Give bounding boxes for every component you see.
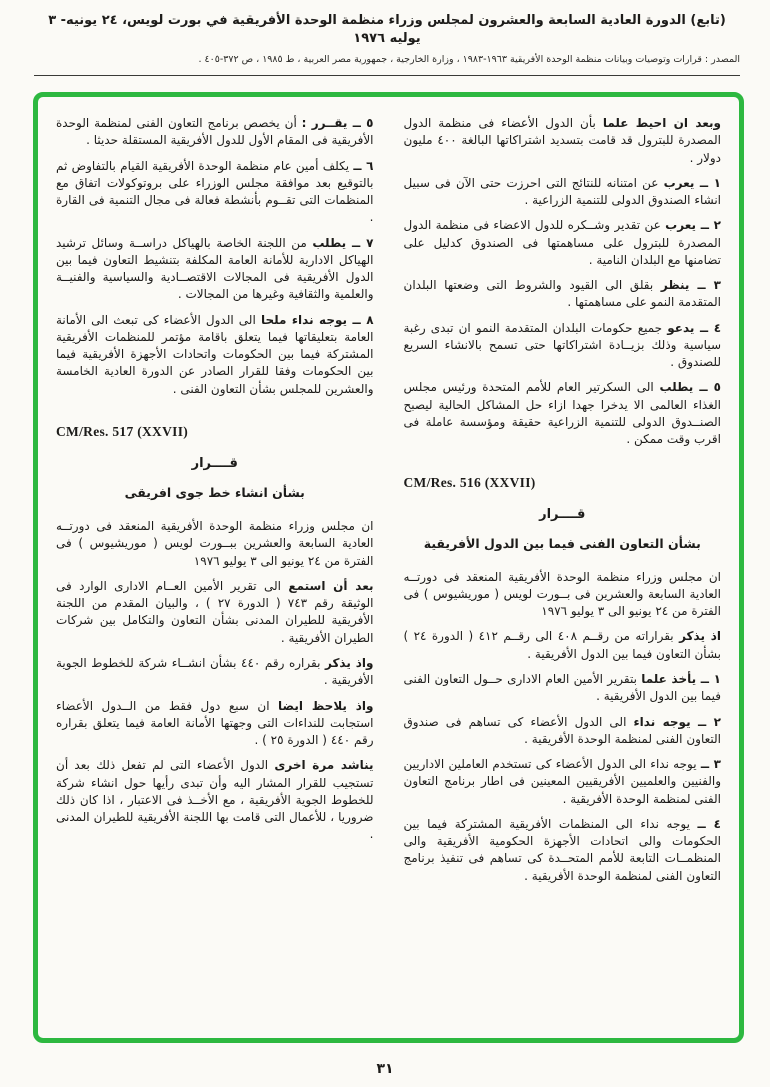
page-header xyxy=(34,12,740,76)
paragraph xyxy=(404,217,722,269)
paragraph xyxy=(404,714,722,749)
paragraph-lead: يناشد مرة اخرى xyxy=(274,758,374,773)
source-note: المصدر : قرارات وتوصيات وبيانات منظمة الوحدة الأفريقية ١٩٦٣-١٩٨٣ ، وزارة الخارجية ، جمهورية مصر العربية ، ط ١٩٨٥ ، ص ٣٧٢-٤٠٥ . xyxy=(198,54,740,66)
paragraph-body: عن امتنانه للنتائج التى احرزت حتى الآن فى سبيل انشاء الصندوق الدولى للتنمية الزراعية . xyxy=(403,175,721,208)
paragraph-lead: ٧ ــ يطلب xyxy=(312,235,374,250)
paragraph-body: بأن الدول الأعضاء فى منظمة الدول المصدرة للبترول قد قامت بتسديد اشتراكاتها البالغة ٤٠٠ مليون دولار . xyxy=(403,116,721,165)
paragraph xyxy=(56,115,374,150)
session-title: (تابع) الدورة العادية السابعة والعشرون لمجلس وزراء منظمة الوحدة الأفريقية في بورت لويس، ٢٤ يونيه- ٣ يوليه ١٩٧٦ xyxy=(48,13,726,46)
paragraph xyxy=(56,235,374,304)
resolution-reference: CM/Res. 517 (XXVII) xyxy=(56,423,189,439)
paragraph-body: يوجه نداء الى الدول الأعضاء كى تستخدم العاملين الاداريين والفنيين والعلميين الأفريقيين المعينين فى اطار برنامج التعاون الفنى لمنظمة الوحدة الأفريقية . xyxy=(403,757,721,806)
paragraph-body: أن يخصص برنامج التعاون الفنى لمنظمة الوحدة الأفريقية فى المقام الأول للدول الأفريقية المستقلة حديثا . xyxy=(56,116,374,148)
resolution-subtitle: بشأن انشاء خط جوى افريقى xyxy=(124,485,305,501)
paragraph-lead: ٦ ــ xyxy=(353,158,374,173)
resolution-subtitle: بشأن التعاون الفنى فيما بين الدول الأفريقية xyxy=(423,535,701,551)
paragraph xyxy=(56,312,374,398)
paragraph xyxy=(56,158,374,227)
paragraph-body: عن تقدير وشــكره للدول الاعضاء فى منظمة الدول المصدرة للبترول على مساهمتها فى الصندوق كدليل على تضامنها مع البلدان النامية . xyxy=(403,218,721,267)
right-column xyxy=(404,115,722,1026)
paragraph-body: الى تقرير الأمين العــام الادارى الوارد فى الوثيقة رقم ٧٤٣ ( الدورة ٢٧ ) ، والبيان المقدم من اللجنة الأفريقية للطيران المدنى بشأن التعاون والتكامل بين شركات الطيران الأفريقية . xyxy=(56,578,374,645)
paragraph-body: جميع حكومات البلدان المتقدمة النمو ان تبدى رغبة سياسية وذلك بزيــادة اشتراكاتها حتى تسمح بالانشاء السريع للصندوق . xyxy=(403,320,721,370)
paragraph-lead: وبعد ان احيط علما xyxy=(602,116,722,130)
paragraph xyxy=(56,757,374,843)
left-column xyxy=(56,115,374,1026)
paragraph-lead: ٣ ــ xyxy=(700,757,721,772)
paragraph xyxy=(404,569,722,621)
paragraph-lead: ٢ ــ يعرب xyxy=(665,218,721,233)
paragraph xyxy=(56,698,374,750)
paragraph-body: بقراراته من رقــم ٤٠٨ الى رقــم ٤١٢ ( الدورة ٢٤ ) بشأن التعاون فيما بين الدول الأفريقية . xyxy=(403,629,721,661)
paragraph-lead: ٣ ــ ينظر xyxy=(660,278,721,293)
two-column-layout xyxy=(38,97,739,1038)
paragraph-lead: ١ ــ يأخذ علما xyxy=(641,672,721,686)
paragraph xyxy=(56,518,374,570)
paragraph xyxy=(404,671,722,706)
paragraph-lead: ١ ــ يعرب xyxy=(663,175,721,190)
paragraph-body: الدول الأعضاء التى لم تفعل ذلك بعد أن تستجيب للقرار المشار اليه وأن تبدى رأيها حول انشاء شركة للخطوط الجوية الأفريقية ، مع الأخــذ فى الاعتبار ، اذا كان ذلك ضروريا ، للأعمال التى قامت بها اللجنة الأفريقية للطيران المدنى . xyxy=(56,758,374,842)
paragraph-body: الى السكرتير العام للأمم المتحدة ورئيس مجلس الغذاء العالمى الا يدخرا جهدا ازاء حل المشاكل الحالية ليصبح الصنــدوق الدولى للتنمية الزراعية حقيقة ومؤسسة عاملة فى اقرب وقت ممكن . xyxy=(403,380,721,447)
resolution-title: قــــرار xyxy=(539,506,586,522)
paragraph-lead: ٥ ــ يقــرر : xyxy=(301,116,374,130)
paragraph-lead: ٤ ــ يدعو xyxy=(667,320,722,335)
paragraph-lead: واذ يلاحظ ايضا xyxy=(278,698,374,713)
paragraph xyxy=(404,628,722,663)
resolution-reference: CM/Res. 516 (XXVII) xyxy=(403,474,536,490)
paragraph xyxy=(404,816,722,885)
paragraph-lead: اذ يذكر xyxy=(679,629,721,644)
paragraph-lead: ٥ ــ يطلب xyxy=(659,380,721,395)
paragraph xyxy=(404,175,722,210)
paragraph-body: بتقرير الأمين العام الادارى حــول التعاون الفنى فيما بين الدول الأفريقية . xyxy=(403,672,721,704)
paragraph-lead: بعد أن استمع xyxy=(288,578,374,593)
paragraph xyxy=(56,655,374,690)
paragraph xyxy=(56,578,374,647)
content-frame xyxy=(33,92,744,1043)
page-number: ٣١ xyxy=(376,1061,394,1077)
paragraph-lead: واذ يذكر xyxy=(324,656,374,670)
paragraph-body: ان سبع دول فقط من الــدول الأعضاء استجابت للنداءات التى وجهتها الأمانة العامة فيما يتعلق بقراره رقم ٤٤٠ ( الدورة ٢٥ ) . xyxy=(56,698,374,748)
paragraph-body: ان مجلس وزراء منظمة الوحدة الأفريقية المنعقد فى دورتــه العادية السابعة والعشرين فى بــورت لويس ( موريشيوس ) فى الفترة من ٢٤ يونيو الى ٣ يوليو ١٩٧٦ xyxy=(403,569,721,619)
paragraph-body: ان مجلس وزراء منظمة الوحدة الأفريقية المنعقد فى دورتــه العادية السابعة والعشرين ببــورت لويس ( موريشيوس ) فى الفترة من ٢٤ يونيو الى ٣ يوليو ١٩٧٦ xyxy=(56,519,374,568)
paragraph-body: الى الدول الأعضاء كى تبعث الى الأمانة العامة بتعليقاتها فيما يتعلق باقامة مؤتمر للمنظمات الأفريقية المشتركة فيما بين الحكومات واتحادات الأجهزة الأفريقية فيما بين الحكومات وفقا للقرار الصادر عن الدورة العادية الخامسة والعشرين للمجلس بشأن التعاون الفنى . xyxy=(56,312,374,396)
resolution-title: قــــرار xyxy=(191,456,238,472)
paragraph-body: بقراره رقم ٤٤٠ بشأن انشــاء شركة للخطوط الجوية الأفريقية . xyxy=(56,656,374,688)
paragraph-body: يوجه نداء الى المنظمات الأفريقية المشتركة فيما بين الحكومات والى اتحادات الأجهزة الحكومية الأفريقية والى المنظمــات التابعة للأمم المتحــدة كى تساهم فى تنفيذ برنامج التعاون الفنى لمنظمة الوحدة الأفريقية . xyxy=(403,816,721,883)
paragraph xyxy=(404,115,722,167)
page-footer xyxy=(0,1058,770,1077)
paragraph xyxy=(404,277,722,312)
paragraph-lead: ٤ ــ xyxy=(697,816,721,831)
paragraph-body: الى الدول الأعضاء كى تساهم فى صندوق التعاون الفنى لمنظمة الوحدة الأفريقية . xyxy=(403,714,721,746)
paragraph-lead: ٢ ــ يوجه نداء xyxy=(633,714,721,729)
paragraph-body: من اللجنة الخاصة بالهياكل دراســة وسائل ترشيد الهياكل الادارية للأمانة العامة المكلفة بتنشيط التعاون فيما بين الدول الأفريقية فى المجالات الاقتصــادية والسياسية والفنيــة والعلمية والثقافية وغيرها من المجالات . xyxy=(56,235,374,302)
paragraph-body: يكلف أمين عام منظمة الوحدة الأفريقية القيام بالتفاوض ثم بالتوقيع بعد موافقة مجلس الوزراء على بروتوكولات اتفاق مع المنظمات التى تقــوم بأنشطة فعالة فى مجال التنمية فى القارة . xyxy=(56,158,374,225)
paragraph-body: بقلق الى القيود والشروط التى وضعتها البلدان المتقدمة النمو على مساهمتها . xyxy=(403,278,721,310)
paragraph xyxy=(404,320,722,372)
paragraph xyxy=(404,379,722,448)
paragraph-lead: ٨ ــ يوجه نداء ملحا xyxy=(260,312,374,327)
paragraph xyxy=(404,756,722,808)
